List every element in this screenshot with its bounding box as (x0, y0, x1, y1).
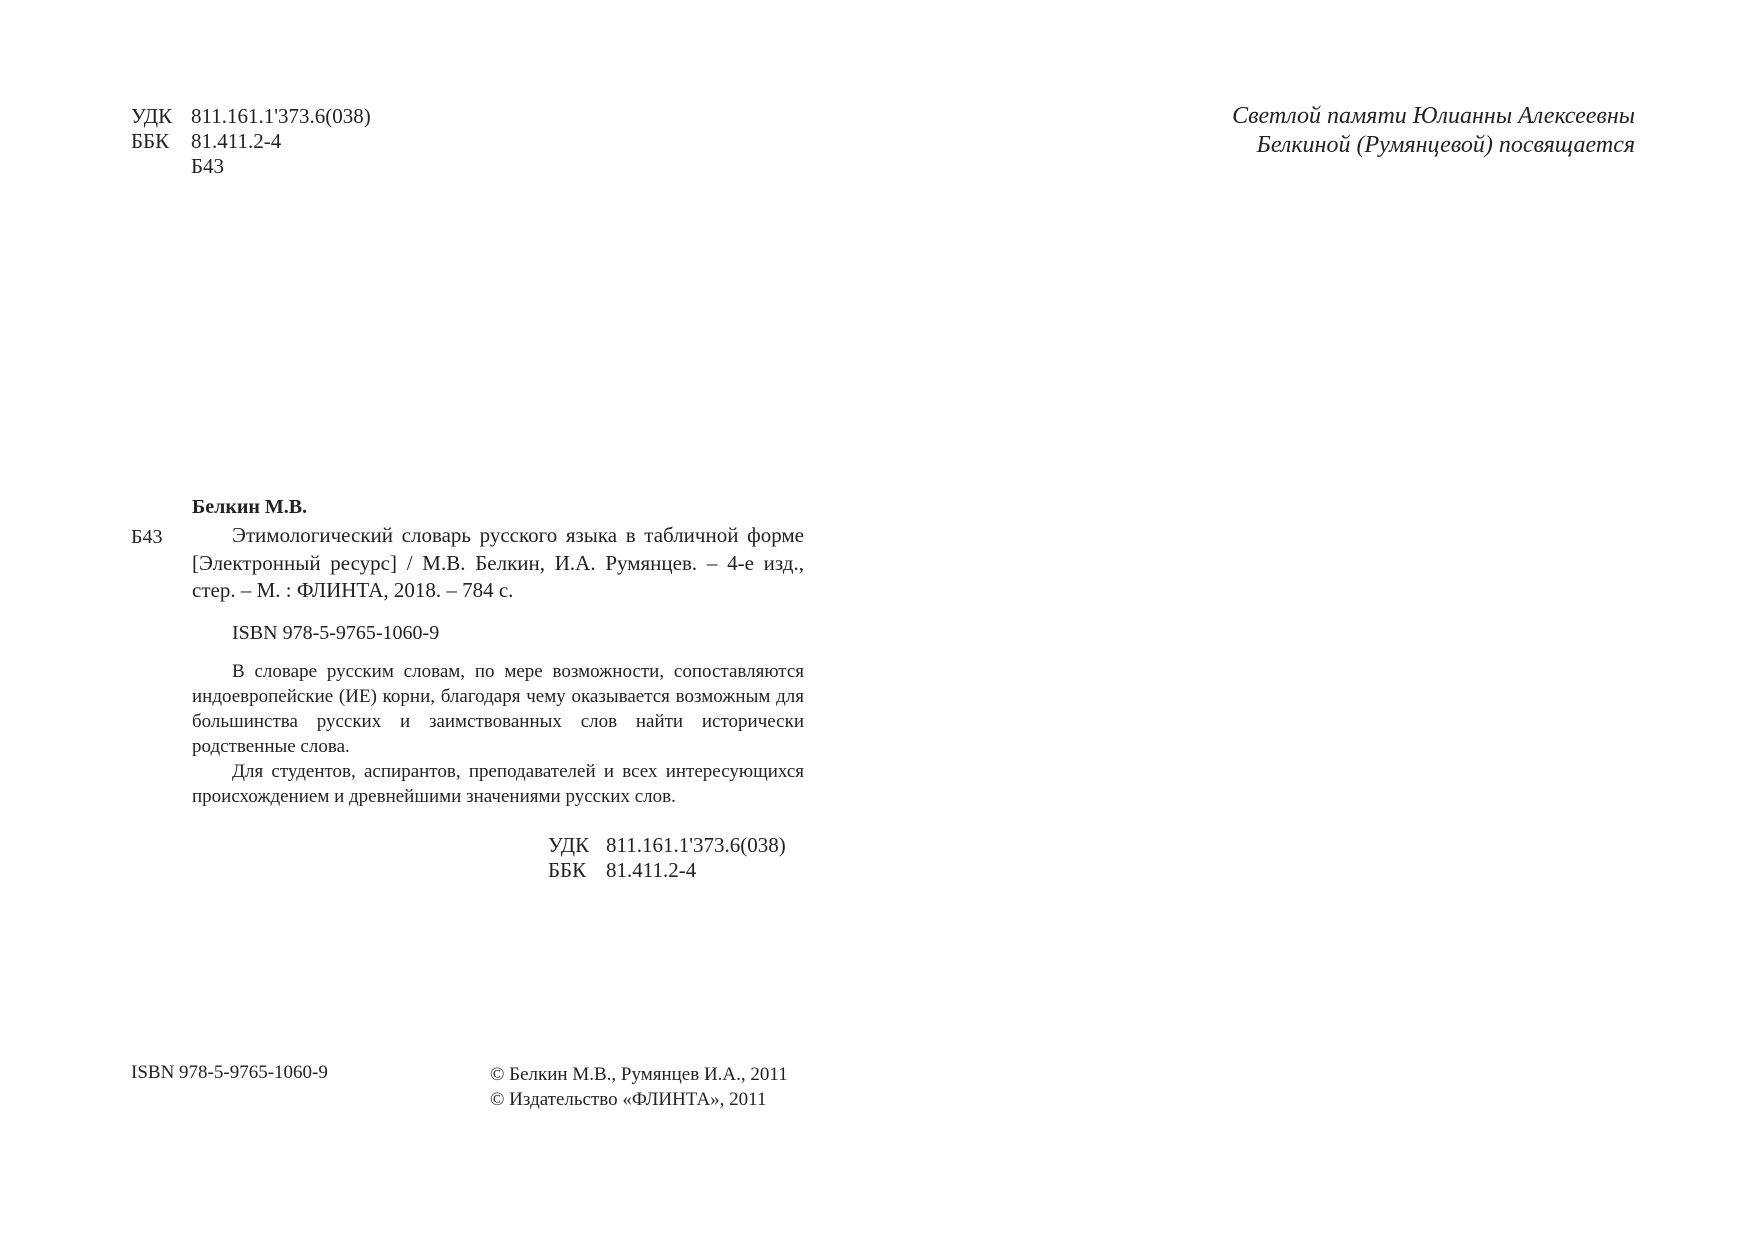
annotation (192, 659, 804, 809)
udk-value: 811.161.1'373.6(038) (606, 833, 786, 857)
footer-isbn: ISBN 978-5-9765-1060-9 (131, 1062, 328, 1083)
udk-label: УДК (131, 104, 173, 128)
bbk-value: 81.411.2-4 (191, 129, 282, 153)
classification-bottom (548, 833, 786, 883)
bibliographic-description: Этимологический словарь русского языка в табличной форме [Электронный ресурс] / М.В. Белкин, И.А. Румянцев. – 4-е изд., стер. – М. : ФЛИНТА, 2018. – 784 с. (192, 523, 804, 602)
author-mark-row (131, 154, 371, 179)
annotation-paragraph-1: В словаре русским словам, по мере возможности, сопоставляются индоевропейские (ИЕ) корни, благодаря чему оказывается возможным для большинства русских и заимствованных слов найти исторически родственные слова. (192, 661, 804, 757)
dedication (1232, 102, 1635, 160)
udk-value: 811.161.1'373.6(038) (191, 104, 371, 128)
annotation-paragraph-2: Для студентов, аспирантов, преподавателей и всех интересующихся происхождением и древнейшими значениями русских слов. (192, 761, 804, 807)
bbk-label: ББК (131, 129, 170, 153)
udk-row (548, 833, 786, 858)
dedication-line-2: Белкиной (Румянцевой) посвящается (1256, 132, 1635, 158)
copyright-block (490, 1062, 788, 1112)
copyright-publisher: © Издательство «ФЛИНТА», 2011 (490, 1089, 767, 1110)
udk-label: УДК (548, 833, 590, 857)
author-heading: Белкин М.В. (192, 496, 308, 518)
udk-row (131, 104, 371, 129)
bbk-row (548, 858, 786, 883)
card-isbn: ISBN 978-5-9765-1060-9 (232, 622, 440, 644)
card-author-mark: Б43 (131, 526, 163, 548)
bbk-value: 81.411.2-4 (606, 858, 697, 882)
classification-top (131, 104, 371, 179)
copyright-authors: © Белкин М.В., Румянцев И.А., 2011 (490, 1064, 788, 1085)
bbk-row (131, 129, 371, 154)
author-mark: Б43 (191, 154, 225, 178)
bbk-label: ББК (548, 858, 587, 882)
dedication-line-1: Светлой памяти Юлианны Алексеевны (1232, 103, 1635, 129)
